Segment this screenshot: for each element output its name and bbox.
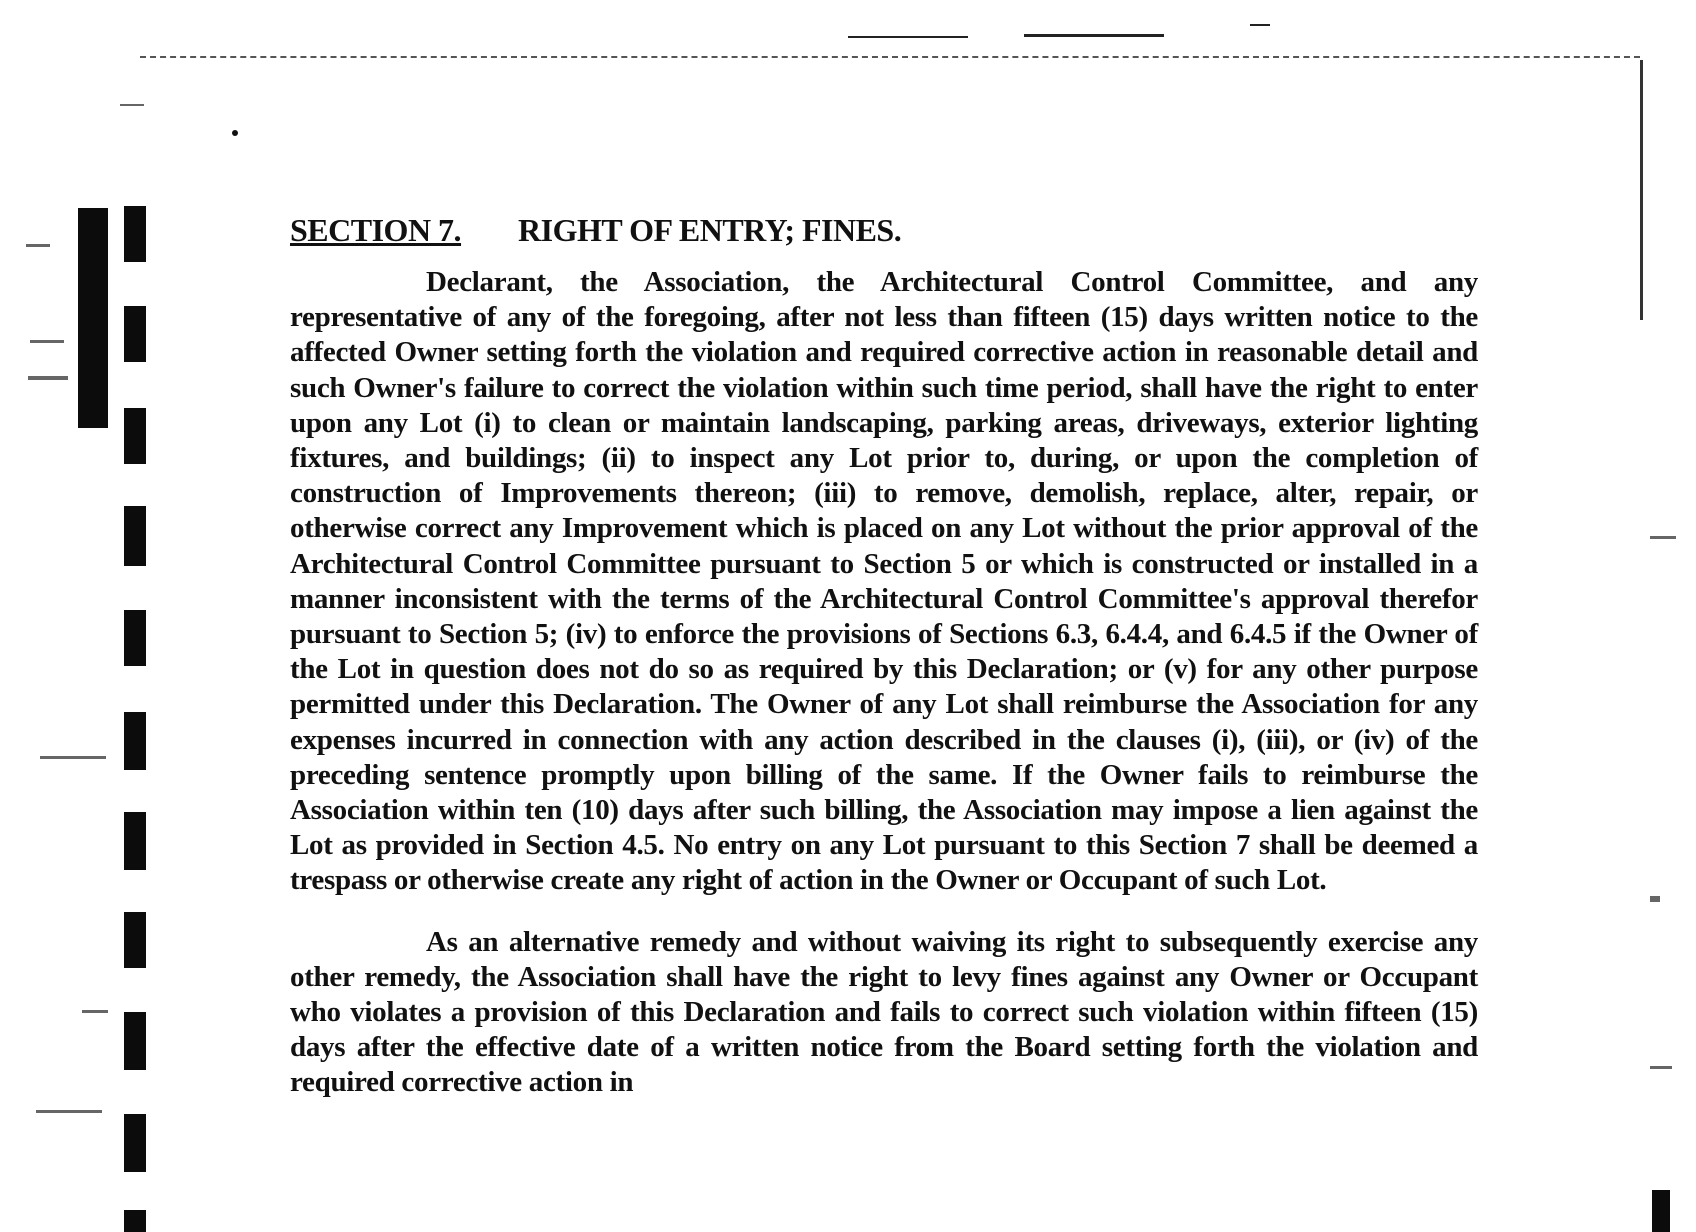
scan-dot: [232, 130, 238, 136]
margin-tick-7: [120, 104, 144, 106]
margin-mark-5: [124, 610, 146, 666]
section-heading: [290, 212, 1478, 249]
margin-tick-3: [28, 376, 68, 380]
margin-mark-2: [124, 306, 146, 362]
scan-top-rule-c: [1250, 24, 1270, 26]
margin-mark-8: [124, 912, 146, 968]
margin-tick-6: [36, 1110, 102, 1113]
margin-tick-5: [82, 1010, 108, 1013]
section-number: SECTION 7.: [290, 212, 462, 248]
margin-tick-2: [30, 340, 64, 343]
paragraph-fines: As an alternative remedy and without waiving its right to subsequently exercise any other remedy, the Association shall have the right to levy fines against any Owner or Occupant who violates a provision of this Declaration and fails to correct such violation within fifteen (15) days after the effective date of a written notice from the Board setting forth the violation and required corrective action in: [290, 925, 1478, 1099]
margin-tick-1: [26, 244, 50, 247]
margin-bar-large: [78, 208, 108, 428]
scan-top-rule-b: [1024, 34, 1164, 37]
margin-mark-6: [124, 712, 146, 770]
scan-top-rule-a: [848, 36, 968, 38]
right-edge-smudge: [1652, 1190, 1670, 1232]
margin-mark-11: [124, 1210, 146, 1232]
margin-mark-3: [124, 408, 146, 464]
section-title: RIGHT OF ENTRY; FINES.: [518, 212, 902, 248]
document-page: [290, 212, 1478, 1127]
paragraph-right-of-entry: Declarant, the Association, the Architectural Control Committee, and any representative of any of the foregoing, after not less than fifteen (15) days written notice to the affected Owner setting forth the violation and required corrective action in reasonable detail and such Owner's failure to correct the violation within such time period, shall have the right to enter upon any Lot (i) to clean or maintain landscaping, parking areas, driveways, exterior lighting fixtures, and buildings; (ii) to inspect any Lot prior to, during, or upon the completion of construction of Improvements thereon; (iii) to remove, demolish, replace, alter, repair, or otherwise correct any Improvement which is placed on any Lot without the prior approval of the Architectural Control Committee pursuant to Section 5 or which is constructed or installed in a manner inconsistent with the terms of the Architectural Control Committee's approval therefor pursuant to Section 5; (iv) to enforce the provisions of Sections 6.3, 6.4.4, and 6.4.5 if the Owner of the Lot in question does not do so as required by this Declaration; or (v) for any other purpose permitted under this Declaration. The Owner of any Lot shall reimburse the Association for any expenses incurred in connection with any action described in the clauses (i), (iii), or (iv) of the preceding sentence promptly upon billing of the same. If the Owner fails to reimburse the Association within ten (10) days after such billing, the Association may impose a lien against the Lot as provided in Section 4.5. No entry on any Lot pursuant to this Section 7 shall be deemed a trespass or otherwise create any right of action in the Owner or Occupant of such Lot.: [290, 266, 1478, 897]
margin-mark-10: [124, 1114, 146, 1172]
margin-mark-7: [124, 812, 146, 870]
scan-top-dashed-line: [140, 56, 1640, 58]
right-tick-3: [1650, 1066, 1672, 1069]
margin-tick-4: [40, 756, 106, 759]
margin-mark-1: [124, 206, 146, 262]
right-tick-1: [1650, 536, 1676, 539]
right-tick-2: [1650, 896, 1660, 902]
scan-right-border: [1640, 60, 1643, 320]
margin-mark-4: [124, 506, 146, 566]
margin-mark-9: [124, 1012, 146, 1070]
